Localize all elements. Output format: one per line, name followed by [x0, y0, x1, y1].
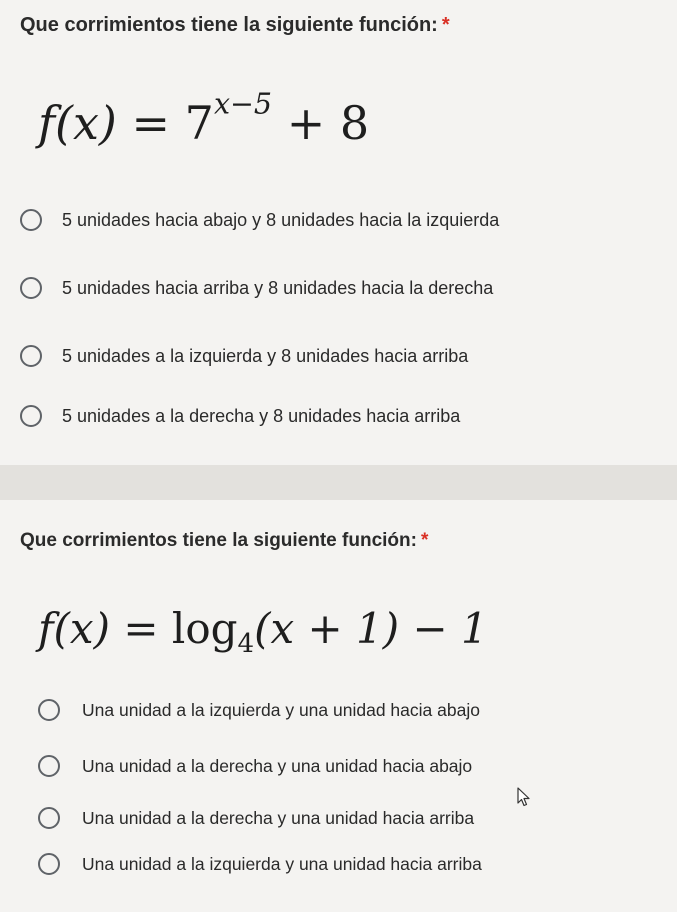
formula-lhs: f(x) =: [38, 604, 159, 653]
required-asterisk: *: [420, 530, 429, 551]
radio-unchecked-icon[interactable]: [20, 277, 42, 299]
option-4[interactable]: [0, 396, 460, 436]
option-label: 5 unidades a la derecha y 8 unidades hacia arriba: [62, 405, 461, 426]
radio-unchecked-icon[interactable]: [20, 345, 42, 367]
function-formula: [38, 604, 488, 660]
option-label: Una unidad a la izquierda y una unidad hacia abajo: [82, 699, 480, 720]
option-2[interactable]: [0, 746, 472, 786]
section-divider: [0, 465, 677, 500]
option-1[interactable]: [0, 690, 480, 730]
mouse-pointer-icon: [517, 787, 531, 807]
option-label: Una unidad a la izquierda y una unidad hacia arriba: [82, 853, 482, 874]
question-title: [20, 530, 428, 552]
option-4[interactable]: [0, 844, 482, 884]
radio-unchecked-icon[interactable]: [20, 209, 42, 231]
radio-unchecked-icon[interactable]: [38, 699, 60, 721]
option-label: 5 unidades hacia arriba y 8 unidades hacia la derecha: [62, 277, 494, 298]
radio-unchecked-icon[interactable]: [38, 853, 60, 875]
option-label: Una unidad a la derecha y una unidad hacia abajo: [82, 755, 473, 776]
option-label: Una unidad a la derecha y una unidad hacia arriba: [82, 807, 475, 828]
question-title: [20, 14, 450, 37]
question-card-2: [0, 500, 677, 912]
option-2[interactable]: [0, 268, 493, 308]
option-3[interactable]: [0, 798, 474, 838]
formula-argument: (x + 1) − 1: [254, 604, 488, 653]
formula-log-base: 4: [237, 629, 255, 660]
question-title-text: Que corrimientos tiene la siguiente función:: [20, 530, 417, 551]
option-label: 5 unidades hacia abajo y 8 unidades hacia la izquierda: [62, 209, 500, 230]
option-label: 5 unidades a la izquierda y 8 unidades hacia arriba: [62, 345, 469, 366]
question-title-text: Que corrimientos tiene la siguiente función:: [20, 14, 438, 36]
option-1[interactable]: [0, 200, 499, 240]
formula-exponent: x−5: [213, 87, 273, 121]
option-3[interactable]: [0, 336, 468, 376]
formula-base: 7: [184, 96, 214, 150]
formula-lhs: f(x) =: [38, 96, 171, 150]
radio-unchecked-icon[interactable]: [38, 807, 60, 829]
formula-log: log: [171, 604, 238, 653]
radio-unchecked-icon[interactable]: [20, 405, 42, 427]
radio-unchecked-icon[interactable]: [38, 755, 60, 777]
function-formula: [38, 87, 370, 150]
required-asterisk: *: [441, 14, 450, 36]
formula-rest: + 8: [286, 96, 370, 150]
